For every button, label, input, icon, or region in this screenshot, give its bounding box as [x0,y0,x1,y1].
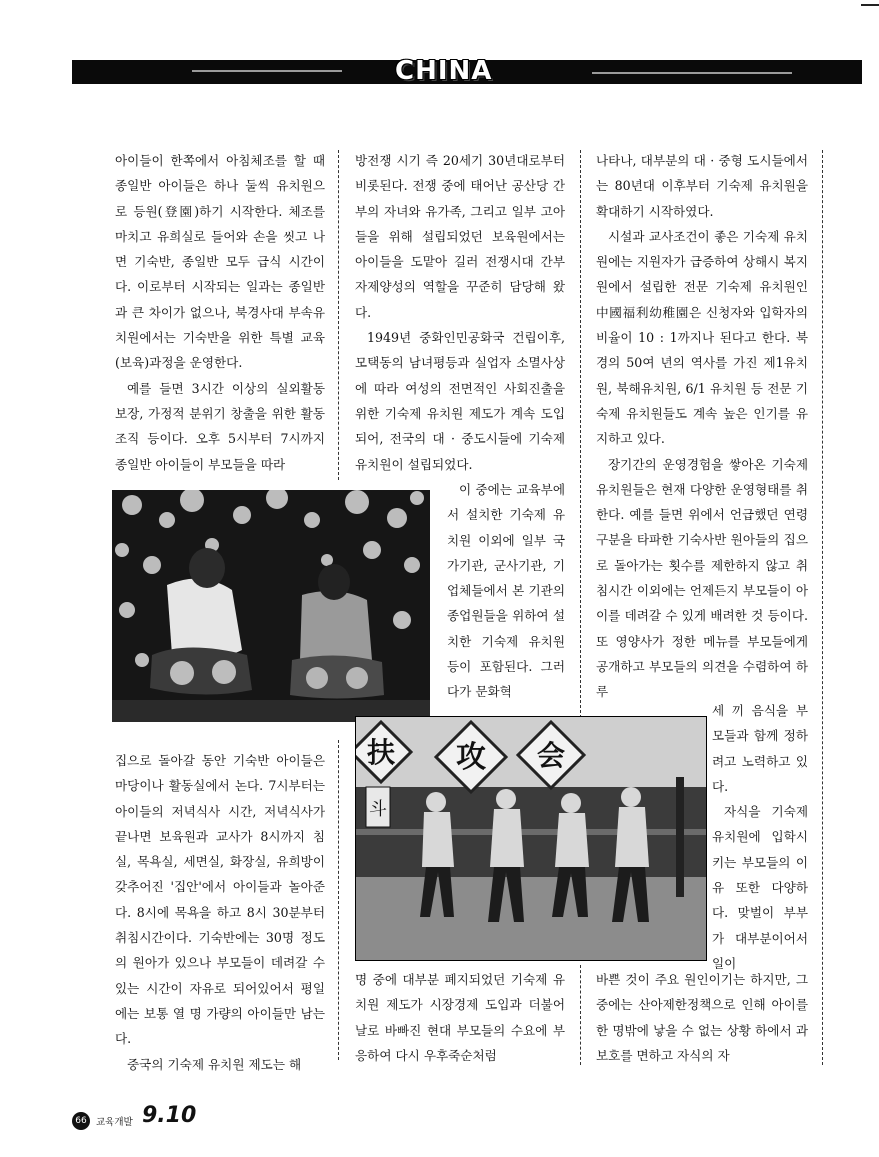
paragraph: 시설과 교사조건이 좋은 기숙제 유치원에는 지원자가 급증하여 상해시 복지원에서 설립한 전문 기숙제 유치원인 中國福利幼稚園은 신청자와 입학자의 비율이 10 : 1까지나 된다고 한다. 북경의 50여 년의 역사를 가진 제1유치원, 북해유치원, 6/1 유치원 등 전문 기숙제 유치원들도 계속 높은 인기를 유지하고 있다. [596,228,808,447]
paragraph: 자식을 기숙제 유치원에 입학시키는 부모들의 이유 또한 다양하다. 맞벌이 부부가 대부분이어서 일이 [712,804,808,971]
photo-children-walking [355,716,707,961]
paragraph: 세 끼 음식을 부모들과 함께 정하려고 노력하고 있다. [712,703,808,794]
column-divider [580,965,581,1065]
column-3-top [596,148,808,705]
header-streak [592,72,792,74]
paragraph: 바쁜 것이 주요 원인이기는 하지만, 그 중에는 산아제한정책으로 인해 아이를 한 명밖에 낳을 수 없는 상황 하에서 과보호를 면하고 자식의 자 [596,972,808,1063]
section-title: CHINA [395,56,493,86]
paragraph: 이 중에는 교육부에서 설치한 기숙제 유치원 이외에 일부 국가기관, 군사기관, 기업체들에서 본 기관의 종업원들을 위하여 설치한 기숙제 유치원 등이 포함된다. 그러다가 문화혁 [447,482,565,700]
column-3-narrow [712,698,808,976]
photo2-sign-char: 攻 [456,740,486,775]
column-divider [338,150,339,480]
paragraph: 장기간의 운영경험을 쌓아온 기숙제 유치원들은 현재 다양한 운영형태를 취한다. 예를 들면 위에서 언급했던 연령구분을 타파한 기숙사반 원아들의 집으로 돌아가는 횟수를 제한하지 않고 취침시간 이외에는 언제든지 부모들이 아이를 데려갈 수 있게 배려한 것 등이다. 또 영양사가 정한 메뉴를 부모들에게 공개하고 부모들의 의견을 수렴하여 하루 [596,456,808,700]
photo2-sign-char: 会 [536,739,566,772]
column-2-narrow [447,477,565,705]
photo2-sign-char: 扶 [366,736,396,769]
photo2-small-sign: 斗 [369,799,387,820]
paragraph: 1949년 중화인민공화국 건립이후, 모택동의 남녀평등과 실업자 소멸사상에 따라 여성의 전면적인 사회진출을 위한 기숙제 유치원 제도가 계속 도입되어, 전국의 대 · 중도시들에 기숙제 유치원이 설립되었다. [355,330,565,472]
photo-children-sitting-image [112,490,430,722]
publication-name: 교육개발 [96,1117,133,1128]
paragraph: 집으로 돌아갈 동안 기숙반 아이들은 마당이나 활동실에서 논다. 7시부터는 아이들의 저녁식사 시간, 저녁식사가 끝나면 보육원과 교사가 8시까지 침실, 목욕실, 세면실, 화장실, 유희방이 갖추어진 '집안'에서 아이들과 놀아준다. 8시에 목욕을 하고 8시 30분부터 취침시간이다. 기숙반에는 30명 정도의 원아가 있으나 부모들이 데려갈 수 있는 시간이 자유로 되어있어서 평일에는 보통 열 명 가량의 아이들만 남는다. [115,753,325,1047]
issue-number: 9.10 [142,1103,197,1128]
corner-mark [861,4,879,6]
column-divider [822,150,823,1065]
column-divider [580,150,581,718]
paragraph: 예를 들면 3시간 이상의 실외활동 보장, 가정적 분위기 창출을 위한 활동조직 등이다. 오후 5시부터 7시까지 종일반 아이들이 부모들을 따라 [115,380,325,472]
paragraph: 아이들이 한쪽에서 아침체조를 할 때 종일반 아이들은 하나 둘씩 유치원으로 등원(登園)하기 시작한다. 체조를 마치고 유희실로 들어와 손을 씻고 나면 기숙반, 종일반 모두 급식 시간이다. 이로부터 시작되는 일과는 종일반과 큰 차이가 없으나, 북경사대 부속유치원에서는 기숙반을 위한 특별 교육(보육)과정을 운영한다. [115,153,325,371]
column-3-bottom [596,967,808,1068]
column-2-bottom [355,967,565,1068]
paragraph: 나타나, 대부분의 대 · 중형 도시들에서는 80년대 이후부터 기숙제 유치원을 확대하기 시작하였다. [596,153,808,219]
column-1-top [115,148,325,477]
page-number: 66 [72,1112,90,1130]
paragraph: 방전쟁 시기 즉 20세기 30년대로부터 비롯된다. 전쟁 중에 태어난 공산당 간부의 자녀와 유가족, 그리고 일부 고아들을 위해 설립되었던 보육원에서는 아이들을 도맡아 길러 전쟁시대 간부자제양성의 역할을 꾸준히 담당해 왔다. [355,153,565,320]
column-2-top [355,148,565,477]
column-1-bottom [115,748,325,1077]
photo-children-sitting [112,490,430,722]
column-divider [338,740,339,1060]
paragraph: 중국의 기숙제 유치원 제도는 해 [127,1056,302,1072]
header-streak [192,70,342,72]
photo-children-walking-image [356,717,706,960]
paragraph: 명 중에 대부분 폐지되었던 기숙제 유치원 제도가 시장경제 도입과 더불어 날로 바빠진 현대 부모들의 수요에 부응하여 다시 우후죽순처럼 [355,972,565,1063]
